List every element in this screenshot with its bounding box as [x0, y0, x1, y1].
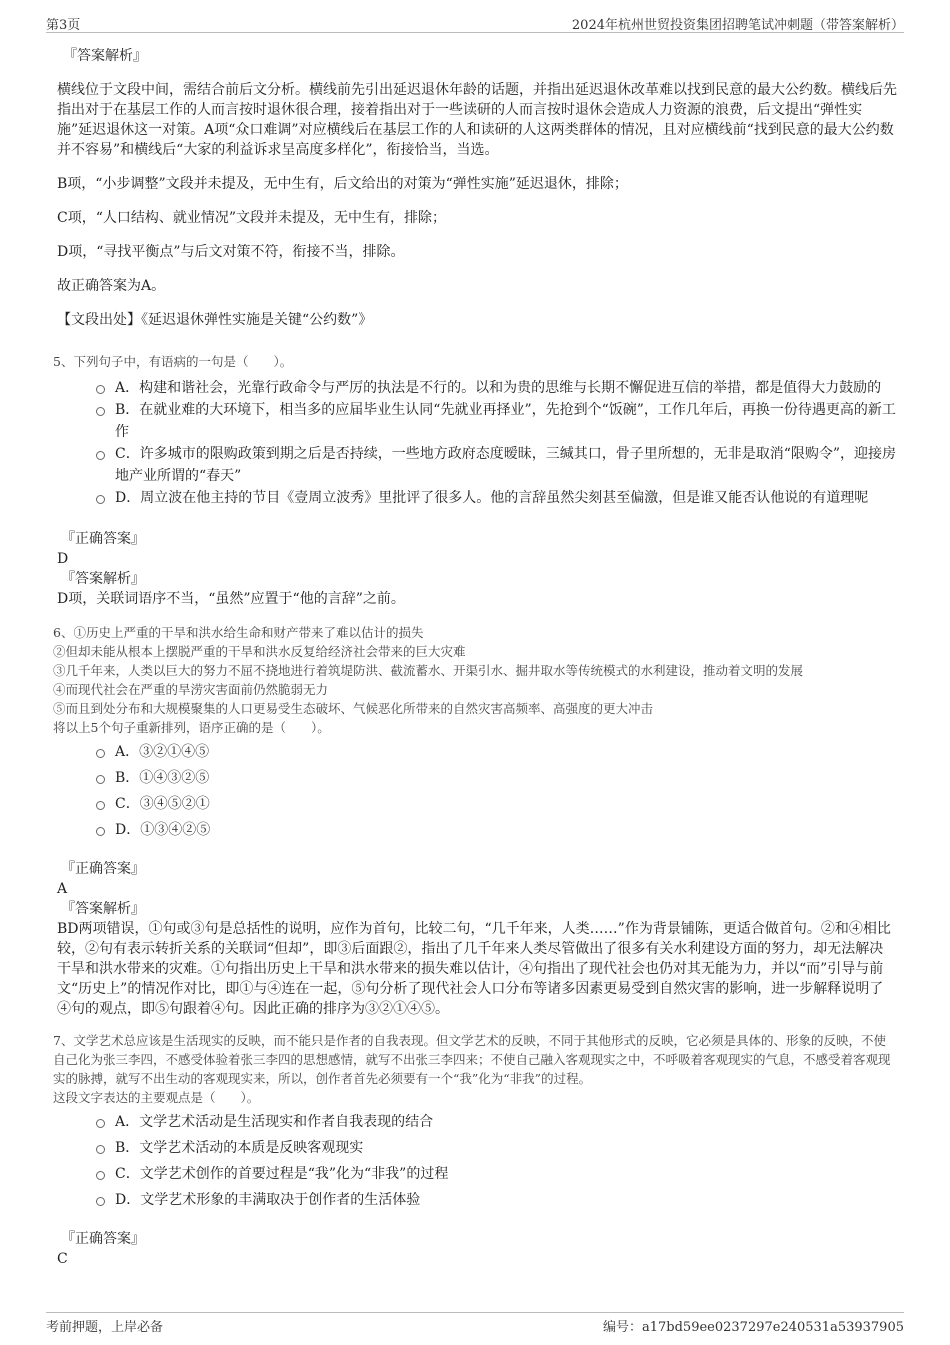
q5-option-a[interactable]: A．构建和谐社会，光靠行政命令与严厉的执法是不行的。以和为贵的思维与长期不懈促进互信的举措，都是值得大力鼓励的: [57, 377, 897, 399]
q5-answer-label: 『正确答案』: [61, 531, 145, 547]
q6-stem-line: 将以上5个句子重新排列，语序正确的是（ ）。: [53, 720, 330, 735]
q6-stem: [53, 623, 897, 737]
q4-analysis-p4: D项，“寻找平衡点”与后文对策不符，衔接不当，排除。: [57, 244, 405, 260]
document-title: 2024年杭州世贸投资集团招聘笔试冲刺题（带答案解析）: [571, 18, 904, 33]
radio-button[interactable]: [96, 1171, 105, 1180]
q7-answer-label: 『正确答案』: [61, 1231, 145, 1247]
q5-stem: 5、下列句子中，有语病的一句是（ ）。: [53, 354, 293, 369]
q7-option-a[interactable]: A．文学艺术活动是生活现实和作者自我表现的结合: [57, 1109, 897, 1135]
radio-button[interactable]: [96, 495, 105, 504]
q4-analysis-p3: C项，“人口结构、就业情况”文段并未提及，无中生有，排除；: [57, 210, 447, 226]
q7-answer: C: [57, 1251, 68, 1267]
document-body: [53, 46, 897, 1269]
page-number: 第3页: [46, 18, 81, 33]
document-id: 编号：a17bd59ee0237297e240531a53937905: [603, 1320, 904, 1335]
radio-button[interactable]: [96, 1197, 105, 1206]
q4-analysis-p2: B项，“小步调整”文段并未提及，无中生有，后文给出的对策为“弹性实施”延迟退休，排除；: [57, 176, 628, 192]
radio-button[interactable]: [96, 1145, 105, 1154]
q5-answer: D: [57, 551, 69, 567]
q7-option-b[interactable]: B．文学艺术活动的本质是反映客观现实: [57, 1135, 897, 1161]
q4-analysis-label: 『答案解析』: [63, 48, 147, 64]
q6-option-c[interactable]: C．③④⑤②①: [57, 791, 897, 817]
radio-button[interactable]: [96, 407, 105, 416]
q6-stem-line: ④而现代社会在严重的旱涝灾害面前仍然脆弱无力: [53, 682, 329, 697]
footer-slogan: 考前押题，上岸必备: [46, 1320, 164, 1335]
q6-answer: A: [57, 881, 68, 897]
radio-button[interactable]: [96, 749, 105, 758]
radio-button[interactable]: [96, 1119, 105, 1128]
q6-options: [57, 739, 897, 843]
page-header: [46, 10, 904, 33]
q6-analysis: BD两项错误，①句或③句是总括性的说明，应作为首句，比较二句，“几千年来，人类……”作为背景铺陈，更适合做首句。②和④相比较，②句有表示转折关系的关联词“但却”，即③后面跟②，指出了几千年来人类尽管做出了很多有关水利建设方面的努力，却无法解决干旱和洪水带来的灾难。①句指出历史上干旱和洪水带来的损失难以估计，④句指出了现代社会也仍对其无能为力，并以“而”引导与前文“历史上”的情况作对比，即①与④连在一起，⑤句分析了现代社会人口分布等诸多因素更易受到自然灾害的影响，进一步解释说明了④句的观点，即⑤句跟着④句。因此正确的排序为③②①④⑤。: [57, 921, 891, 1017]
q5-options: [57, 377, 897, 509]
q5-option-d[interactable]: D．周立波在他主持的节目《壹周立波秀》里批评了很多人。他的言辞虽然尖刻甚至偏激，但是谁又能否认他说的有道理呢: [57, 487, 897, 509]
q7-stem-question: 这段文字表达的主要观点是（ ）。: [53, 1090, 260, 1105]
radio-button[interactable]: [96, 801, 105, 810]
q4-analysis-p5: 故正确答案为A。: [57, 278, 166, 294]
q4-source: 【文段出处】《延迟退休弹性实施是关键“公约数”》: [57, 312, 373, 328]
radio-button[interactable]: [96, 775, 105, 784]
q5-analysis-label: 『答案解析』: [61, 571, 145, 587]
page-footer: [46, 1312, 904, 1335]
q7-option-c[interactable]: C．文学艺术创作的首要过程是“我”化为“非我”的过程: [57, 1161, 897, 1187]
q7-option-d[interactable]: D．文学艺术形象的丰满取决于创作者的生活体验: [57, 1187, 897, 1213]
radio-button[interactable]: [96, 385, 105, 394]
q5-option-c[interactable]: C．许多城市的限购政策到期之后是否持续，一些地方政府态度暧昧，三缄其口，骨子里所想的，无非是取消“限购令”，迎接房地产业所谓的“春天”: [57, 443, 897, 487]
q5-analysis: D项，关联词语序不当，“虽然”应置于“他的言辞”之前。: [57, 591, 405, 607]
radio-button[interactable]: [96, 827, 105, 836]
q7-options: [57, 1109, 897, 1213]
q6-stem-line: ②但却未能从根本上摆脱严重的干旱和洪水反复给经济社会带来的巨大灾难: [53, 644, 466, 659]
q6-option-a[interactable]: A．③②①④⑤: [57, 739, 897, 765]
q6-option-d[interactable]: D．①③④②⑤: [57, 817, 897, 843]
q7-stem: 7、文学艺术总应该是生活现实的反映，而不能只是作者的自我表现。但文学艺术的反映，不同于其他形式的反映，它必须是具体的、形象的反映，不使自己化为张三李四，不感受体验着张三李四的思想感情，就写不出张三李四来；不使自己融入客观现实之中，不呼吸着客观现实的气息，不感受着客观现实的脉搏，就写不出生动的客观现实来，所以，创作者首先必须要有一个“我”化为“非我”的过程。: [53, 1033, 891, 1086]
q6-analysis-label: 『答案解析』: [61, 901, 145, 917]
q6-stem-line: ③几千年来，人类以巨大的努力不屈不挠地进行着筑堤防洪、截流蓄水、开渠引水、掘井取水等传统模式的水利建设，推动着文明的发展: [53, 663, 804, 678]
q4-analysis-p1: 横线位于文段中间，需结合前后文分析。横线前先引出延迟退休年龄的话题，并指出延迟退休改革难以找到民意的最大公约数。横线后先指出对于在基层工作的人而言按时退休很合理，接着指出对于一些读研的人而言按时退休会造成人力资源的浪费，后文提出“弹性实施”延迟退休这一对策。A项“众口难调”对应横线后在基层工作的人和读研的人这两类群体的情况，且对应横线前“找到民意的最大公约数并不容易”和横线后“大家的利益诉求呈高度多样化”，衔接恰当，当选。: [57, 82, 897, 158]
radio-button[interactable]: [96, 451, 105, 460]
q6-stem-line: 6、①历史上严重的干旱和洪水给生命和财产带来了难以估计的损失: [53, 625, 424, 640]
q5-option-b[interactable]: B．在就业难的大环境下，相当多的应届毕业生认同“先就业再择业”，先抢到个“饭碗”，工作几年后，再换一份待遇更高的新工作: [57, 399, 897, 443]
q6-answer-label: 『正确答案』: [61, 861, 145, 877]
q6-stem-line: ⑤而且到处分布和大规模聚集的人口更易受生态破坏、气候恶化所带来的自然灾害高频率、高强度的更大冲击: [53, 701, 654, 716]
q6-option-b[interactable]: B．①④③②⑤: [57, 765, 897, 791]
